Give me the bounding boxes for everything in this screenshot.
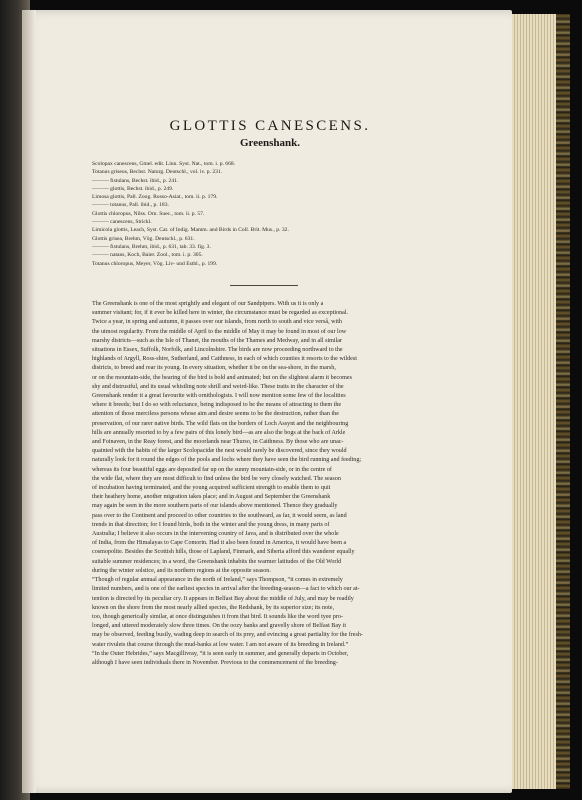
synonym-line: ——— fistulans, Bechst. ibid., p. 241. [92, 177, 179, 184]
body-line: known on the shore from the most nearly allied species, the Redshank, by its superior size; its note, [92, 604, 335, 611]
body-line: suitable summer residences; in a word, the Greenshank inhabits the warmer latitudes of the Old World [92, 558, 342, 565]
body-line: naturally look for it round the edges of the pools and lochs where they have seen the bird running and feeding; [92, 457, 362, 464]
body-line: preservation, of our rarer native birds. The wild flats on the borders of Loch Assynt and the neighbouring [92, 420, 349, 427]
body-line: although I have seen individuals there in November. Previous to the commencement of the breeding- [92, 659, 338, 666]
synonym-line: Limosa glottis, Pall. Zoog. Rosso-Asiat., tom. ii. p. 179. [92, 194, 218, 201]
body-line: summer visitant; for, if it ever be killed here in winter, the circumstance must be regarded as exceptional. [92, 310, 349, 317]
body-line: whereas its four beautiful eggs are deposited far up on the sunny mountain-side, or in the centre of [92, 466, 332, 473]
body-line: attention of those merciless persons whose aim and desire seems to be the destruction, rather than the [92, 411, 339, 418]
body-line: cosmopolite. Besides the Scottish hills, those of Lapland, Finmark, and Siberia afford this wanderer equally [92, 549, 355, 556]
body-line: districts, to breed and rear its young. In every situation, whether it be on the sea-shore, in the marsh, [92, 365, 336, 372]
body-line: tention is directed by its peculiar cry. It appears in Belfast Bay about the middle of July, and may be readily [92, 595, 354, 602]
body-line: limited numbers, and is one of the earliest species in arrival after the breeding-season—a fact to which our at- [92, 586, 360, 593]
body-line: during the winter solstice, and its northern regions at the opposite season. [92, 567, 271, 574]
page-subtitle: Greenshank. [239, 137, 300, 149]
page-title: GLOTTIS CANESCENS. [169, 118, 371, 134]
body-line: their heathery home, another migration takes place; and in August and September the Greenshank [92, 494, 331, 501]
synonym-line: ——— natans, Koch, Baier. Zool., tom. i. p. 305. [92, 252, 203, 259]
body-line: the wide flat, where they are most difficult to find unless the bird be very closely watched. The season [92, 475, 341, 482]
synonym-line: ——— fistulans, Brehm, ibid., p. 631, tab. 33. fig. 3. [92, 243, 211, 250]
synonym-line: Glottis chloropus, Nilss. Orn. Suec., tom. ii. p. 57. [92, 210, 205, 217]
body-line: may again be seen in the more southern parts of our islands above mentioned. Thence they gradually [92, 503, 338, 510]
body-line: water rivulets that course through the mud-banks at low water. I am not aware of its breeding in Ireland.” [92, 641, 349, 648]
body-line: shy and distrustful, and its usual whistling note shrill and weird-like. These traits in the character of the [92, 383, 344, 390]
body-line: pass over to the Continent and proceed to other countries to the southward, as far, it would seem, as land [92, 512, 347, 519]
body-line: Twice a year, in spring and autumn, it passes over our islands, from north to south and vice versâ, with [92, 319, 342, 326]
page-gutter-shadow [22, 10, 36, 793]
body-line: of incubation having terminated, and the young acquired sufficient strength to enable them to quit [92, 485, 331, 492]
body-line: where it breeds; but I do so with reluctance, being indisposed to be the means of attracting to them the [92, 402, 342, 409]
section-divider [230, 285, 298, 286]
synonym-line: Totanus griseus, Bechst. Naturg. Deutschl., vol. iv. p. 231. [92, 169, 223, 176]
body-line: hills are annually resorted to by a few pairs of this lonely bird—as are also the bogs at the back of Arkle [92, 429, 346, 436]
body-line: the utmost regularity. From the middle of April to the middle of May it may be found in most of our low [92, 328, 347, 335]
synonymy-list [92, 160, 482, 268]
body-line: “Though of regular annual appearance in the north of Ireland,” says Thompson, “it comes in extremely [92, 577, 343, 584]
body-line: may be observed, feeding busily, wading deep in search of its prey, and evincing a great partiality for the fresh- [92, 632, 363, 639]
body-line: or on the mountain-side, the bearing of the bird is bold and animated; but on the slightest alarm it becomes [92, 374, 352, 381]
synonym-line: Scolopax canescens, Gmel. edit. Linn. Syst. Nat., tom. i. p. 668. [92, 161, 236, 167]
body-line: The Greenshank is one of the most sprightly and elegant of our Sandpipers. With us it is only a [92, 301, 324, 307]
synonym-line: Totanus chloropus, Meyer, Vög. Liv- und Esthl., p. 199. [92, 260, 218, 267]
body-line: “In the Outer Hebrides,” says Macgillivray, “it is seen early in summer, and generally departs in October, [92, 650, 349, 657]
synonym-line: ——— canescens, Strickl. [92, 219, 152, 226]
body-line: situations in Essex, Suffolk, Norfolk, and Lincolnshire. The birds are now proceeding northward to the [92, 347, 343, 354]
body-line: Greenshank render it a great favourite with ornithologists. I will now mention some few of the localities [92, 393, 346, 400]
body-line: Australia; I believe it also occurs in the intervening country of Java, and is distributed over the whole [92, 531, 339, 538]
body-line: trends in that direction; for I found birds, both in the winter and the young dress, in many parts of [92, 521, 330, 528]
synonym-line: ——— glottis, Bechst. ibid., p. 249. [92, 185, 174, 192]
body-line: longed, and uttered moderately slow three times. On the oozy banks and gravelly shore of Belfast Bay it [92, 623, 347, 630]
body-line: quainted with the habits of the larger Scolopacidæ the nest would rarely be discovered, since they would [92, 448, 347, 455]
body-line: of India, from the Himalayas to Cape Comorin. Had it also been found in America, it would have been a [92, 540, 347, 547]
body-line: too, though generically similar, at once distinguishes it from that bird. It sounds like the word tyee pro- [92, 613, 343, 620]
body-line: highlands of Argyll, Ross-shire, Sutherland, and Caithness, in each of which counties it resorts to the wildest [92, 356, 357, 363]
body-line: and Foinaven, in the Reay forest, and the moorlands near Thurso, in Caithness. By those who are unac- [92, 439, 344, 446]
synonym-line: ——— totanus, Pall. ibid., p. 183. [92, 202, 169, 209]
synonym-line: Limicola glottis, Leach, Syst. Cat. of Indig. Mamm. and Birds in Coll. Brit. Mus., p. 32. [92, 227, 289, 234]
body-line: marshy districts—such as the Isle of Thanet, the mouths of the Thames and Medway, and in all similar [92, 337, 343, 344]
synonym-line: Glottis grisea, Brehm, Vög. Deutschl., p. 631. [92, 235, 195, 242]
body-text [92, 300, 474, 668]
marbled-cover-edge [556, 14, 570, 789]
